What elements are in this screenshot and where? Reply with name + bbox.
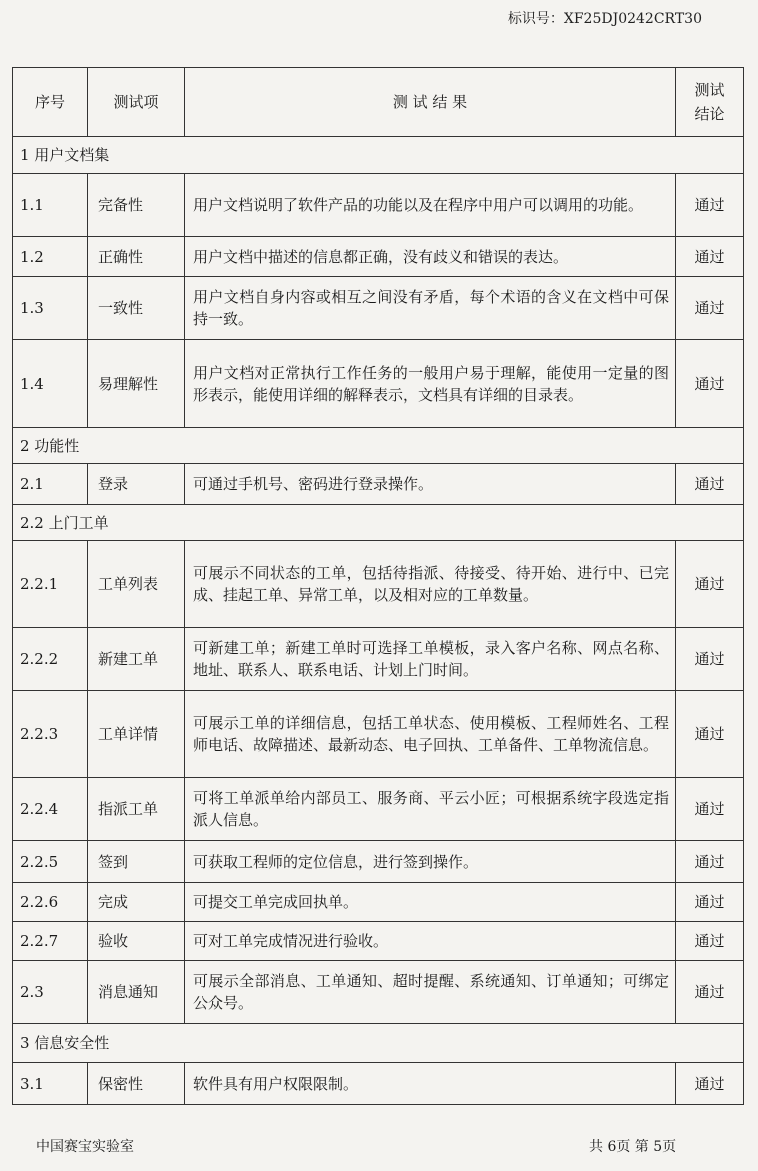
row-number: 2.2.4 bbox=[13, 778, 88, 841]
row-conclusion: 通过 bbox=[676, 922, 744, 961]
row-result: 可通过手机号、密码进行登录操作。 bbox=[185, 464, 676, 505]
section-row bbox=[13, 428, 744, 464]
table-row bbox=[13, 922, 744, 961]
table-row bbox=[13, 340, 744, 428]
row-test-item: 工单列表 bbox=[88, 541, 185, 628]
header-num: 序号 bbox=[13, 68, 88, 137]
row-number: 2.2.5 bbox=[13, 841, 88, 883]
row-test-item: 工单详情 bbox=[88, 691, 185, 778]
row-conclusion: 通过 bbox=[676, 841, 744, 883]
header-item: 测试项 bbox=[88, 68, 185, 137]
row-test-item: 正确性 bbox=[88, 237, 185, 277]
table-row bbox=[13, 277, 744, 340]
row-test-item: 消息通知 bbox=[88, 961, 185, 1024]
table-row bbox=[13, 237, 744, 277]
table-row bbox=[13, 464, 744, 505]
row-conclusion: 通过 bbox=[676, 691, 744, 778]
row-test-item: 指派工单 bbox=[88, 778, 185, 841]
section-label: 2.2 上门工单 bbox=[13, 505, 744, 541]
row-result: 用户文档自身内容或相互之间没有矛盾，每个术语的含义在文档中可保持一致。 bbox=[185, 277, 676, 340]
table-row bbox=[13, 778, 744, 841]
footer-page-number: 共 6页 第 5页 bbox=[589, 1139, 677, 1155]
section-row bbox=[13, 1024, 744, 1063]
row-result: 软件具有用户权限限制。 bbox=[185, 1063, 676, 1105]
row-conclusion: 通过 bbox=[676, 237, 744, 277]
row-number: 1.1 bbox=[13, 174, 88, 237]
row-number: 2.2.7 bbox=[13, 922, 88, 961]
table-row bbox=[13, 841, 744, 883]
row-number: 2.1 bbox=[13, 464, 88, 505]
header-conclusion: 测试结论 bbox=[676, 68, 744, 137]
row-result: 可将工单派单给内部员工、服务商、平云小匠；可根据系统字段选定指派人信息。 bbox=[185, 778, 676, 841]
row-conclusion: 通过 bbox=[676, 174, 744, 237]
row-result: 可展示全部消息、工单通知、超时提醒、系统通知、订单通知；可绑定公众号。 bbox=[185, 961, 676, 1024]
row-test-item: 一致性 bbox=[88, 277, 185, 340]
row-conclusion: 通过 bbox=[676, 628, 744, 691]
row-result: 用户文档中描述的信息都正确，没有歧义和错误的表达。 bbox=[185, 237, 676, 277]
row-result: 用户文档说明了软件产品的功能以及在程序中用户可以调用的功能。 bbox=[185, 174, 676, 237]
section-label: 2 功能性 bbox=[13, 428, 744, 464]
row-test-item: 保密性 bbox=[88, 1063, 185, 1105]
row-conclusion: 通过 bbox=[676, 541, 744, 628]
row-test-item: 签到 bbox=[88, 841, 185, 883]
row-result: 可提交工单完成回执单。 bbox=[185, 883, 676, 922]
row-number: 2.2.6 bbox=[13, 883, 88, 922]
section-label: 3 信息安全性 bbox=[13, 1024, 744, 1063]
row-test-item: 完成 bbox=[88, 883, 185, 922]
row-conclusion: 通过 bbox=[676, 961, 744, 1024]
row-number: 2.2.3 bbox=[13, 691, 88, 778]
row-conclusion: 通过 bbox=[676, 778, 744, 841]
section-label: 1 用户文档集 bbox=[13, 137, 744, 174]
row-conclusion: 通过 bbox=[676, 277, 744, 340]
table-row bbox=[13, 961, 744, 1024]
section-row bbox=[13, 505, 744, 541]
row-number: 3.1 bbox=[13, 1063, 88, 1105]
table-row bbox=[13, 628, 744, 691]
row-number: 1.2 bbox=[13, 237, 88, 277]
table-row bbox=[13, 883, 744, 922]
row-result: 可展示不同状态的工单，包括待指派、待接受、待开始、进行中、已完成、挂起工单、异常工单，以及相对应的工单数量。 bbox=[185, 541, 676, 628]
document-id: 标识号：XF25DJ0242CRT30 bbox=[507, 11, 702, 27]
footer-lab-name: 中国赛宝实验室 bbox=[36, 1139, 134, 1155]
table-row bbox=[13, 1063, 744, 1105]
row-conclusion: 通过 bbox=[676, 340, 744, 428]
row-number: 2.2.2 bbox=[13, 628, 88, 691]
table-row bbox=[13, 691, 744, 778]
row-number: 2.3 bbox=[13, 961, 88, 1024]
row-conclusion: 通过 bbox=[676, 1063, 744, 1105]
row-number: 1.4 bbox=[13, 340, 88, 428]
row-conclusion: 通过 bbox=[676, 883, 744, 922]
row-test-item: 新建工单 bbox=[88, 628, 185, 691]
row-result: 用户文档对正常执行工作任务的一般用户易于理解，能使用一定量的图形表示，能使用详细的解释表示，文档具有详细的目录表。 bbox=[185, 340, 676, 428]
table-row bbox=[13, 541, 744, 628]
row-test-item: 登录 bbox=[88, 464, 185, 505]
header-result: 测 试 结 果 bbox=[185, 68, 676, 137]
row-result: 可获取工程师的定位信息，进行签到操作。 bbox=[185, 841, 676, 883]
row-result: 可对工单完成情况进行验收。 bbox=[185, 922, 676, 961]
section-row bbox=[13, 137, 744, 174]
row-result: 可展示工单的详细信息，包括工单状态、使用模板、工程师姓名、工程师电话、故障描述、最新动态、电子回执、工单备件、工单物流信息。 bbox=[185, 691, 676, 778]
row-number: 1.3 bbox=[13, 277, 88, 340]
row-result: 可新建工单；新建工单时可选择工单模板，录入客户名称、网点名称、地址、联系人、联系电话、计划上门时间。 bbox=[185, 628, 676, 691]
row-test-item: 完备性 bbox=[88, 174, 185, 237]
row-conclusion: 通过 bbox=[676, 464, 744, 505]
row-test-item: 验收 bbox=[88, 922, 185, 961]
table-header-row bbox=[13, 68, 744, 137]
test-results-table bbox=[12, 67, 744, 1105]
table-row bbox=[13, 174, 744, 237]
row-number: 2.2.1 bbox=[13, 541, 88, 628]
row-test-item: 易理解性 bbox=[88, 340, 185, 428]
